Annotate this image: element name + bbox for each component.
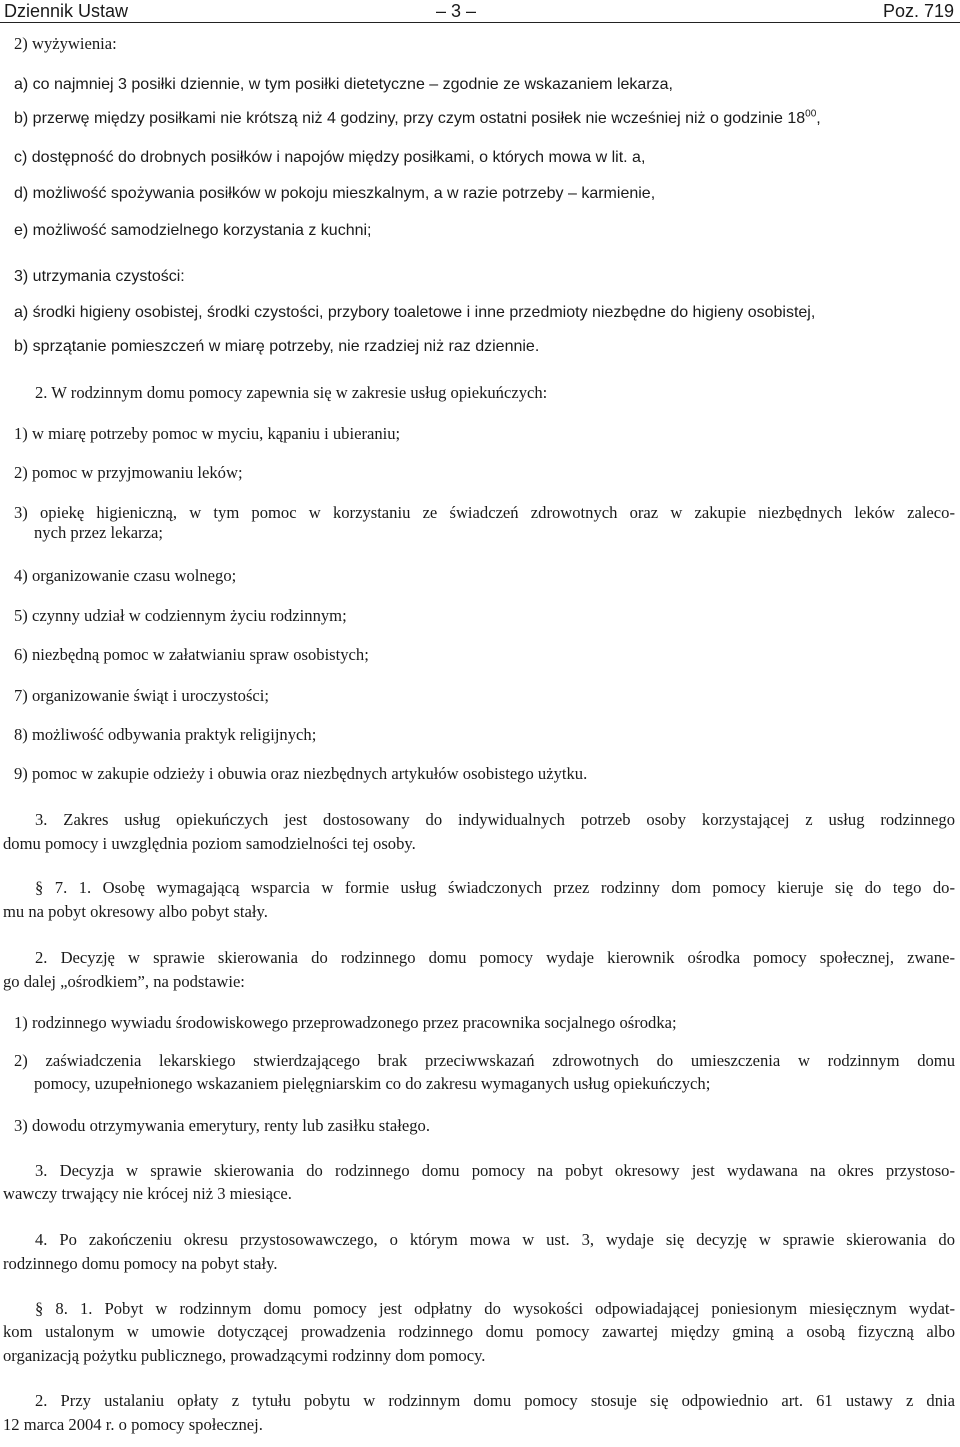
text-line bbox=[35, 810, 955, 830]
text-line bbox=[14, 725, 316, 745]
text-line-content: 3. Decyzja w sprawie skierowania do rodzinnego domu pomocy na pobyt okresowy jest wydawana na okres przystoso- bbox=[35, 1161, 955, 1180]
trailing-punctuation: , bbox=[816, 110, 821, 127]
text-line bbox=[14, 267, 185, 287]
text-line-content: 1) rodzinnego wywiadu środowiskowego przeprowadzonego przez pracownika socjalnego ośrodka; bbox=[14, 1013, 677, 1032]
text-line bbox=[3, 902, 268, 922]
text-line bbox=[34, 523, 163, 543]
superscript-minutes: 00 bbox=[805, 108, 817, 120]
text-line bbox=[3, 1415, 263, 1435]
text-line-content: rodzinnego domu pomocy na pobyt stały. bbox=[3, 1254, 278, 1273]
text-line bbox=[14, 1116, 430, 1136]
text-line-content: 3) dowodu otrzymywania emerytury, renty lub zasiłku stałego. bbox=[14, 1116, 430, 1135]
text-line bbox=[35, 948, 955, 968]
text-line bbox=[34, 1074, 710, 1094]
text-line bbox=[14, 645, 369, 665]
text-line-content: 4) organizowanie czasu wolnego; bbox=[14, 566, 237, 585]
text-line-content: 3) utrzymania czystości: bbox=[14, 268, 185, 285]
text-line-content: 5) czynny udział w codziennym życiu rodzinnym; bbox=[14, 606, 347, 625]
text-line bbox=[14, 606, 347, 626]
text-line-content: b) przerwę między posiłkami nie krótszą niż 4 godziny, przy czym ostatni posiłek nie wcześniej niż o godzinie 18 bbox=[14, 110, 806, 127]
page-number: – 3 – bbox=[436, 1, 477, 21]
text-line bbox=[14, 1051, 955, 1071]
text-line bbox=[14, 75, 673, 95]
text-line-content: b) sprzątanie pomieszczeń w miarę potrzeby, nie rzadziej niż raz dziennie. bbox=[14, 338, 540, 355]
text-line-content: 9) pomoc w zakupie odzieży i obuwia oraz niezbędnych artykułów osobistego użytku. bbox=[14, 764, 588, 783]
text-line-content: § 7. 1. Osobę wymagającą wsparcia w formie usług świadczonych przez rodzinny dom pomocy kieruje się do tego do- bbox=[35, 878, 955, 897]
text-line bbox=[14, 764, 587, 784]
text-line bbox=[3, 1346, 485, 1366]
text-line-content: 12 marca 2004 r. o pomocy społecznej. bbox=[3, 1415, 263, 1434]
text-line bbox=[35, 878, 955, 898]
text-line-content: 3. Zakres usług opiekuńczych jest dostosowany do indywidualnych potrzeb osoby korzystającej z usług rodzinnego bbox=[35, 810, 955, 829]
journal-title: Dziennik Ustaw bbox=[4, 1, 129, 21]
text-line-content: mu na pobyt okresowy albo pobyt stały. bbox=[3, 902, 268, 921]
text-line-content: 7) organizowanie świąt i uroczystości; bbox=[14, 686, 269, 705]
text-line-content: d) możliwość spożywania posiłków w pokoju mieszkalnym, a w razie potrzeby – karmienie, bbox=[14, 185, 656, 202]
text-line-content: 4. Po zakończeniu okresu przystosowawczego, o którym mowa w ust. 3, wydaje się decyzję w sprawie skierowania do bbox=[35, 1230, 955, 1249]
text-line bbox=[14, 34, 117, 54]
text-line bbox=[35, 1299, 955, 1319]
text-line bbox=[35, 1161, 955, 1181]
text-line bbox=[14, 148, 645, 168]
text-line bbox=[14, 463, 243, 483]
position-number: Poz. 719 bbox=[882, 1, 954, 21]
text-line-content: 2. Decyzję w sprawie skierowania do rodzinnego domu pomocy wydaje kierownik ośrodka pomocy społecznej, zwane- bbox=[35, 948, 955, 967]
text-line bbox=[3, 1184, 292, 1204]
text-line bbox=[35, 1391, 955, 1411]
text-line-content: § 8. 1. Pobyt w rodzinnym domu pomocy jest odpłatny do wysokości odpowiadającej poniesionym miesięcznym wydat- bbox=[35, 1299, 955, 1318]
text-line-content: 2. Przy ustalaniu opłaty z tytułu pobytu w rodzinnym domu pomocy stosuje się odpowiednio art. 61 ustawy z dnia bbox=[35, 1391, 955, 1410]
text-line bbox=[35, 383, 547, 403]
text-line-content: wawczy trwający nie krócej niż 3 miesiące. bbox=[3, 1184, 292, 1203]
page-header bbox=[0, 0, 960, 23]
text-line bbox=[35, 1230, 955, 1250]
text-line bbox=[14, 503, 955, 523]
text-line-content: 2) wyżywienia: bbox=[14, 34, 117, 53]
text-line bbox=[14, 686, 269, 706]
text-line-content: 2) zaświadczenia lekarskiego stwierdzającego brak przeciwwskazań zdrowotnych do umieszczenia w rodzinnym domu bbox=[14, 1051, 955, 1070]
text-line-content: 1) w miarę potrzeby pomoc w myciu, kąpaniu i ubieraniu; bbox=[14, 424, 401, 443]
text-line-content: 2) pomoc w przyjmowaniu leków; bbox=[14, 463, 243, 482]
text-line-content: organizacją pożytku publicznego, prowadzącymi rodzinny dom pomocy. bbox=[3, 1346, 486, 1365]
text-line-content: e) możliwość samodzielnego korzystania z kuchni; bbox=[14, 222, 372, 239]
text-line bbox=[14, 1013, 677, 1033]
text-line bbox=[14, 566, 236, 586]
text-line bbox=[14, 109, 821, 129]
text-line bbox=[14, 184, 655, 204]
text-line-content: nych przez lekarza; bbox=[34, 523, 163, 542]
text-line bbox=[3, 1322, 955, 1342]
text-line bbox=[14, 221, 371, 241]
text-line-content: a) co najmniej 3 posiłki dziennie, w tym posiłki dietetyczne – zgodnie ze wskazaniem lekarza, bbox=[14, 76, 673, 93]
text-line bbox=[14, 303, 815, 323]
text-line-content: 3) opiekę higieniczną, w tym pomoc w korzystaniu ze świadczeń zdrowotnych oraz w zakupie niezbędnych leków zaleco- bbox=[14, 503, 955, 522]
text-line-content: go dalej „ośrodkiem”, na podstawie: bbox=[3, 972, 245, 991]
text-line bbox=[14, 424, 400, 444]
text-line-content: kom ustalonym w umowie dotyczącej prowadzenia rodzinnego domu pomocy zawartej między gminą a osobą fizyczną albo bbox=[3, 1322, 955, 1341]
text-line-content: 6) niezbędną pomoc w załatwianiu spraw osobistych; bbox=[14, 645, 369, 664]
text-line-content: c) dostępność do drobnych posiłków i napojów między posiłkami, o których mowa w lit. a, bbox=[14, 149, 646, 166]
text-line-content: a) środki higieny osobistej, środki czystości, przybory toaletowe i inne przedmioty niezbędne do higieny osobistej, bbox=[14, 304, 816, 321]
text-line-content: 2. W rodzinnym domu pomocy zapewnia się w zakresie usług opiekuńczych: bbox=[35, 383, 548, 402]
text-line bbox=[3, 972, 245, 992]
text-line bbox=[14, 337, 539, 357]
text-line-content: 8) możliwość odbywania praktyk religijnych; bbox=[14, 725, 317, 744]
text-line bbox=[3, 1254, 278, 1274]
text-line-content: pomocy, uzupełnionego wskazaniem pielęgniarskim co do zakresu wymaganych usług opiekuńczych; bbox=[34, 1074, 711, 1093]
text-line-content: domu pomocy i uwzględnia poziom samodzielności tej osoby. bbox=[3, 834, 416, 853]
text-line bbox=[3, 834, 416, 854]
